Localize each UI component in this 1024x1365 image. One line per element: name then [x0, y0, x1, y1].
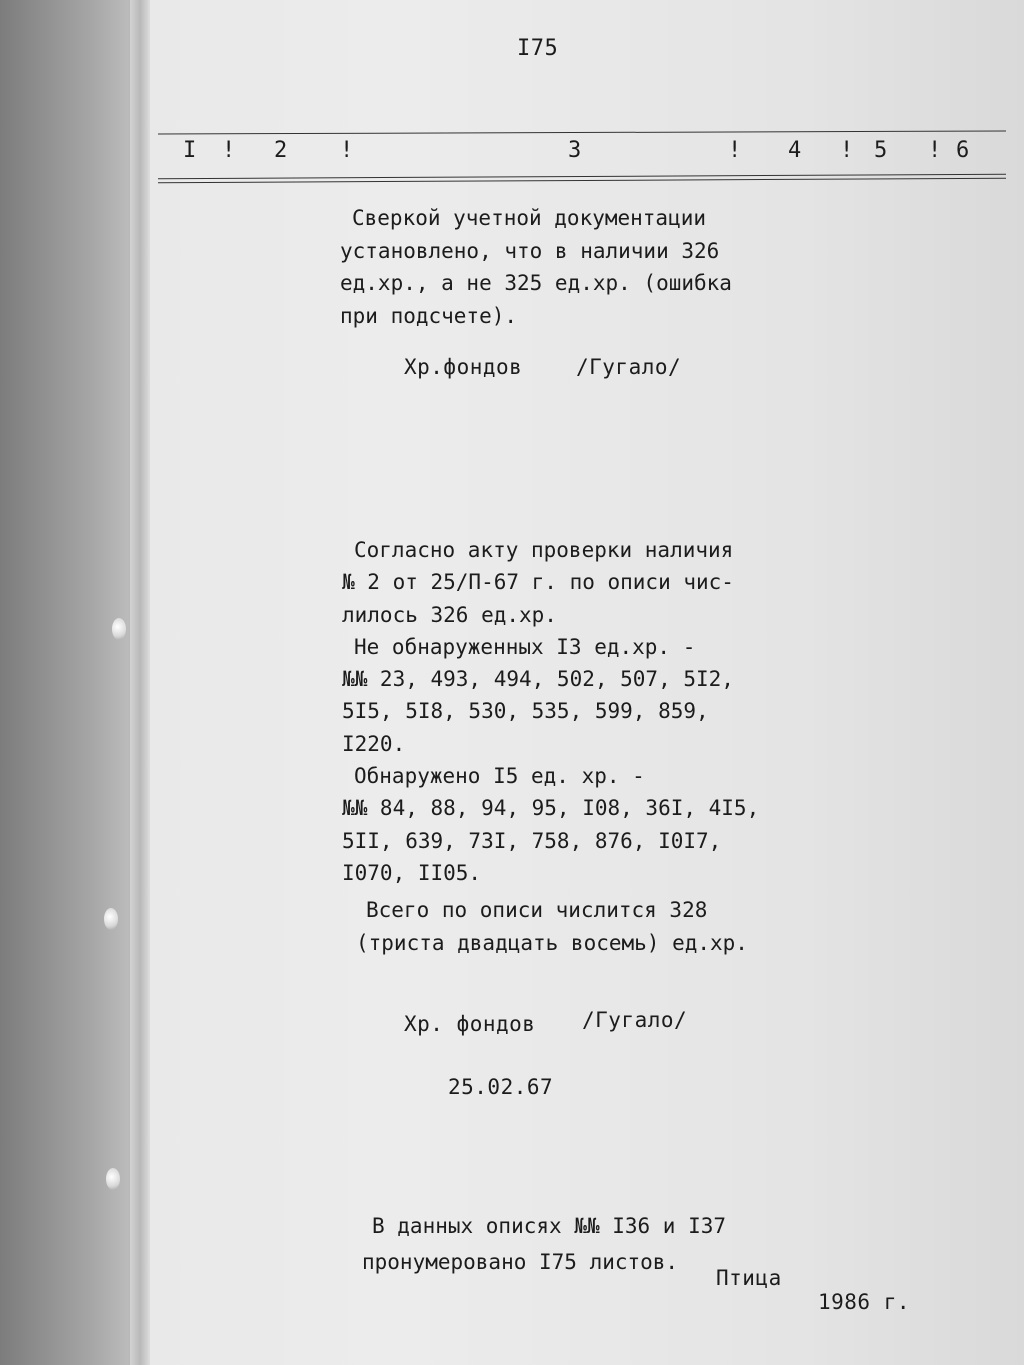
- column-2: 2: [274, 138, 288, 163]
- signature-name: /Гугало/: [582, 1008, 688, 1032]
- document-year: 1986 г.: [818, 1290, 911, 1314]
- note-line: установлено, что в наличии 326: [340, 238, 720, 263]
- note-line: ед.хр., а не 325 ед.хр. (ошибка: [340, 271, 732, 295]
- table-top-rule: [158, 131, 1006, 135]
- column-separator: !: [340, 138, 354, 163]
- facing-page-edge: [0, 0, 130, 1365]
- column-separator: !: [840, 138, 854, 163]
- note-line: 5II, 639, 73I, 758, 876, I0I7,: [342, 828, 722, 853]
- binding-hole: [112, 618, 126, 640]
- total-note: [356, 894, 748, 960]
- note-line: Не обнаруженных I3 ед.хр. -: [354, 634, 696, 659]
- column-3: 3: [568, 138, 582, 163]
- note-line: №№ 23, 493, 494, 502, 507, 5I2,: [342, 667, 734, 692]
- note-line: 5I5, 5I8, 530, 535, 599, 859,: [342, 699, 709, 724]
- note-line: I070, II05.: [342, 860, 482, 885]
- note-line: Сверкой учетной документации: [352, 206, 707, 230]
- signature-title: Хр. фондов: [404, 1012, 536, 1036]
- note-line: № 2 от 25/П-67 г. по описи чис-: [342, 570, 734, 595]
- column-5: 5: [874, 138, 888, 163]
- column-6: 6: [956, 138, 970, 163]
- note-line: I220.: [342, 731, 406, 756]
- column-separator: !: [928, 138, 942, 163]
- page-number: I75: [517, 36, 559, 61]
- binding-hole: [104, 908, 118, 930]
- column-4: 4: [788, 138, 802, 163]
- signature-name: /Гугало/: [576, 355, 682, 379]
- document-date: 25.02.67: [448, 1075, 554, 1099]
- note-line: В данных описях №№ I36 и I37: [372, 1214, 727, 1238]
- binding-shadow: [128, 0, 150, 1365]
- column-1: I: [183, 138, 197, 163]
- column-separator: !: [728, 138, 742, 163]
- column-separator: !: [222, 138, 236, 163]
- note-line: при подсчете).: [340, 303, 518, 328]
- note-line: №№ 84, 88, 94, 95, I08, 36I, 4I5,: [342, 796, 760, 821]
- note-line: Всего по описи числится 328: [366, 898, 708, 922]
- note-line: (триста двадцать восемь) ед.хр.: [356, 931, 748, 955]
- note-line: пронумеровано I75 листов.: [362, 1250, 679, 1274]
- note-line: лилось 326 ед.хр.: [342, 602, 557, 627]
- reconciliation-note: [340, 202, 732, 332]
- signature-title: Хр.фондов: [404, 355, 523, 379]
- binding-hole: [106, 1168, 120, 1190]
- note-line: Обнаружено I5 ед. хр. -: [354, 764, 645, 789]
- sheet-count-note: [362, 1208, 726, 1280]
- table-bottom-rule-2: [158, 178, 1006, 183]
- note-line: Согласно акту проверки наличия: [354, 538, 734, 562]
- inspection-note: [342, 534, 759, 889]
- signature-name: Птица: [716, 1266, 782, 1290]
